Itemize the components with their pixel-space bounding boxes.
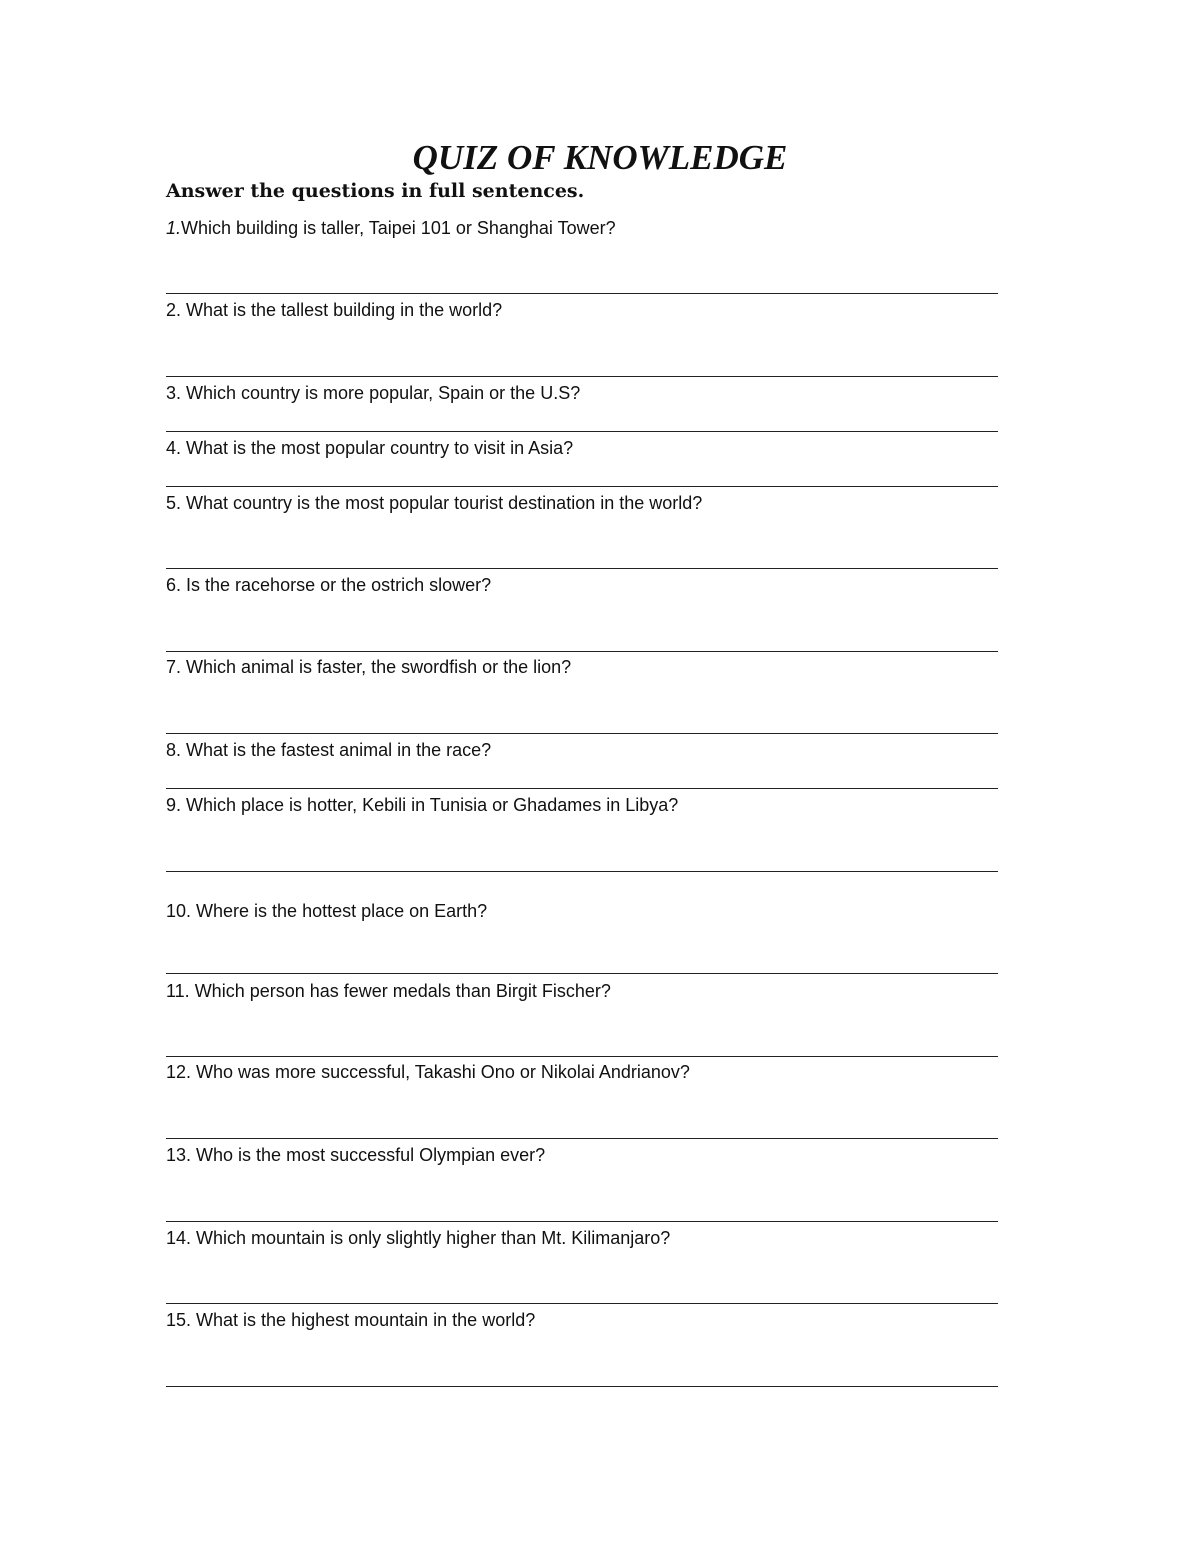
- answer-line-7: [166, 733, 998, 734]
- question-text: What is the most popular country to visit in Asia?: [181, 438, 574, 458]
- answer-line-2: [166, 376, 998, 377]
- question-text: Where is the hottest place on Earth?: [191, 901, 488, 921]
- question-text: What country is the most popular tourist destination in the world?: [181, 493, 703, 513]
- question-text: Which country is more popular, Spain or the U.S?: [181, 383, 581, 403]
- question-number: 2.: [166, 300, 182, 320]
- question-number: 9.: [166, 795, 182, 815]
- question-3: [166, 383, 580, 404]
- page-title: QUIZ OF KNOWLEDGE: [412, 138, 788, 177]
- question-15: [166, 1310, 535, 1331]
- question-number: 12.: [166, 1062, 192, 1082]
- answer-line-15: [166, 1386, 998, 1387]
- answer-line-14: [166, 1303, 998, 1304]
- question-13: [166, 1145, 545, 1166]
- question-text: What is the fastest animal in the race?: [181, 740, 492, 760]
- question-text: What is the tallest building in the world?: [181, 300, 503, 320]
- question-text: Which place is hotter, Kebili in Tunisia or Ghadames in Libya?: [181, 795, 679, 815]
- answer-line-11: [166, 1056, 998, 1057]
- question-10: [166, 901, 487, 922]
- question-9: [166, 795, 678, 816]
- answer-line-13: [166, 1221, 998, 1222]
- question-6: [166, 575, 491, 596]
- question-text: Which building is taller, Taipei 101 or Shanghai Tower?: [181, 218, 616, 238]
- answer-line-4: [166, 486, 998, 487]
- answer-line-3: [166, 431, 998, 432]
- question-1: [166, 218, 616, 239]
- question-text: Who is the most successful Olympian ever?: [191, 1145, 546, 1165]
- answer-line-9: [166, 871, 998, 872]
- question-text: Who was more successful, Takashi Ono or Nikolai Andrianov?: [191, 1062, 690, 1082]
- answer-line-1: [166, 293, 998, 294]
- question-number: 8.: [166, 740, 182, 760]
- question-14: [166, 1228, 670, 1249]
- question-5: [166, 493, 702, 514]
- question-number: 3.: [166, 383, 182, 403]
- answer-line-6: [166, 651, 998, 652]
- question-number: 10.: [166, 901, 192, 921]
- question-text: Which person has fewer medals than Birgit Fischer?: [189, 981, 611, 1001]
- question-number: 5.: [166, 493, 182, 513]
- question-number: 4.: [166, 438, 182, 458]
- question-number: 1.: [166, 218, 182, 238]
- question-4: [166, 438, 573, 459]
- answer-line-10: [166, 973, 998, 974]
- question-11: [166, 981, 611, 1002]
- answer-line-5: [166, 568, 998, 569]
- question-8: [166, 740, 491, 761]
- question-text: Which mountain is only slightly higher than Mt. Kilimanjaro?: [191, 1228, 671, 1248]
- question-number: 14.: [166, 1228, 192, 1248]
- question-number: 7.: [166, 657, 182, 677]
- question-number: 13.: [166, 1145, 192, 1165]
- question-number: 11.: [166, 981, 190, 1001]
- question-number: 15.: [166, 1310, 192, 1330]
- question-text: Which animal is faster, the swordfish or the lion?: [181, 657, 572, 677]
- instructions: Answer the questions in full sentences.: [166, 180, 585, 202]
- question-7: [166, 657, 571, 678]
- answer-line-8: [166, 788, 998, 789]
- question-text: Is the racehorse or the ostrich slower?: [181, 575, 492, 595]
- question-12: [166, 1062, 690, 1083]
- question-text: What is the highest mountain in the world?: [191, 1310, 536, 1330]
- question-2: [166, 300, 502, 321]
- question-number: 6.: [166, 575, 182, 595]
- answer-line-12: [166, 1138, 998, 1139]
